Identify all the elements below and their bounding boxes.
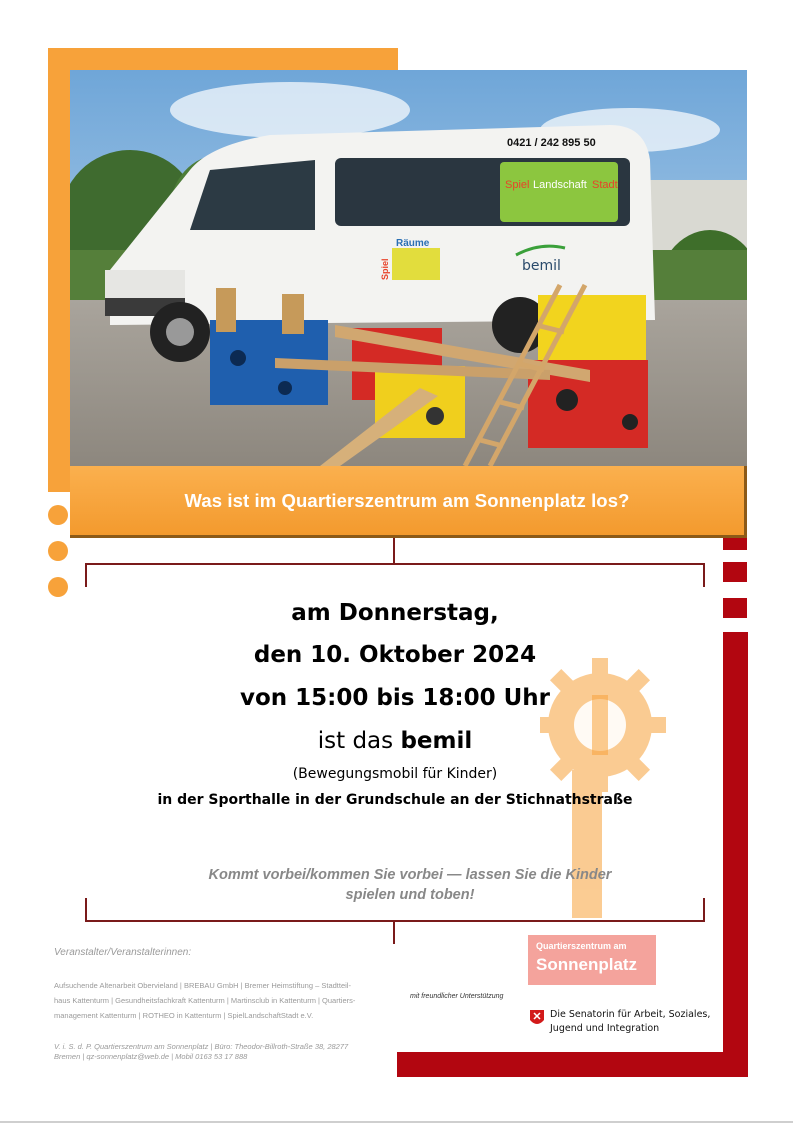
van-logo-landschaft: Landschaft xyxy=(533,179,587,191)
organizers-line-3: management Kattenturm | ROTHEO in Kattenturm | SpielLandschaftStadt e.V. xyxy=(54,1011,314,1020)
bracket-connector-bottom xyxy=(393,920,395,944)
senator-logo xyxy=(528,1008,728,1036)
orange-dot xyxy=(48,577,68,597)
invite-text xyxy=(150,865,670,905)
bracket-connector-top xyxy=(393,538,395,564)
banner-title: Was ist im Quartierszentrum am Sonnenplatz los? xyxy=(184,489,630,511)
van-bemil-label: bemil xyxy=(522,258,561,274)
organizers-list xyxy=(54,978,394,1023)
imprint-line-1: V. i. S. d. P. Quartierszentrum am Sonnenplatz | Büro: Theodor-Billroth-Straße 38, 28277 xyxy=(54,1042,349,1051)
event-day: am Donnerstag, xyxy=(291,600,499,626)
organizers-line-1: Aufsuchende Altenarbeit Obervieland | BREBAU GmbH | Bremer Heimstiftung – Stadtteil- xyxy=(54,981,351,990)
event-subtitle: (Bewegungsmobil für Kinder) xyxy=(292,766,498,782)
title-banner xyxy=(70,466,747,538)
quartierszentrum-logo xyxy=(528,935,656,985)
organizers-label: Veranstalter/Veranstalterinnen: xyxy=(54,947,192,958)
van-phone-number: 0421 / 242 895 50 xyxy=(507,137,596,149)
event-what-prefix: ist das xyxy=(317,728,401,754)
van-logo-stadt: Stadt xyxy=(592,179,618,191)
event-what xyxy=(85,728,705,754)
bracket-top-line xyxy=(85,563,705,565)
senator-line-2: Jugend und Integration xyxy=(550,1023,660,1034)
bracket-top-left xyxy=(85,563,87,587)
event-location: in der Sporthalle in der Grundschule an der Stichnathstraße xyxy=(157,792,633,808)
bracket-top-right xyxy=(703,563,705,587)
organizers-line-2: haus Kattenturm | Gesundheitsfachkraft Kattenturm | Martinsclub in Kattenturm | Quartiers- xyxy=(54,996,356,1005)
qz-logo-top: Quartierszentrum am xyxy=(536,941,627,951)
van-spiel-vertical: Spiel xyxy=(380,258,390,280)
invite-line-1: Kommt vorbei/kommen Sie vorbei — lassen Sie die Kinder xyxy=(208,867,612,883)
hero-photo xyxy=(70,70,747,466)
bracket-bottom-right xyxy=(703,898,705,922)
imprint-line-2: Bremen | qz-sonnenplatz@web.de | Mobil 0163 53 17 888 xyxy=(54,1052,248,1061)
orange-dot xyxy=(48,505,68,525)
van-logo-spiel: Spiel xyxy=(505,179,530,191)
van-raeume-label: Räume xyxy=(396,238,430,249)
event-date: den 10. Oktober 2024 xyxy=(253,642,537,668)
senator-line-1: Die Senatorin für Arbeit, Soziales, xyxy=(550,1009,711,1020)
bracket-bottom-left xyxy=(85,898,87,922)
support-label: mit freundlicher Unterstützung xyxy=(410,993,504,1000)
bremen-key-icon xyxy=(528,1008,546,1030)
qz-logo-bottom: Sonnenplatz xyxy=(536,955,638,974)
red-square xyxy=(723,598,747,618)
event-what-name: bemil xyxy=(400,728,473,754)
invite-line-2: spielen und toben! xyxy=(345,887,475,903)
red-square xyxy=(723,562,747,582)
event-time: von 15:00 bis 18:00 Uhr xyxy=(239,685,551,711)
orange-dot xyxy=(48,541,68,561)
bracket-bottom-line xyxy=(85,920,705,922)
imprint xyxy=(54,1042,384,1062)
